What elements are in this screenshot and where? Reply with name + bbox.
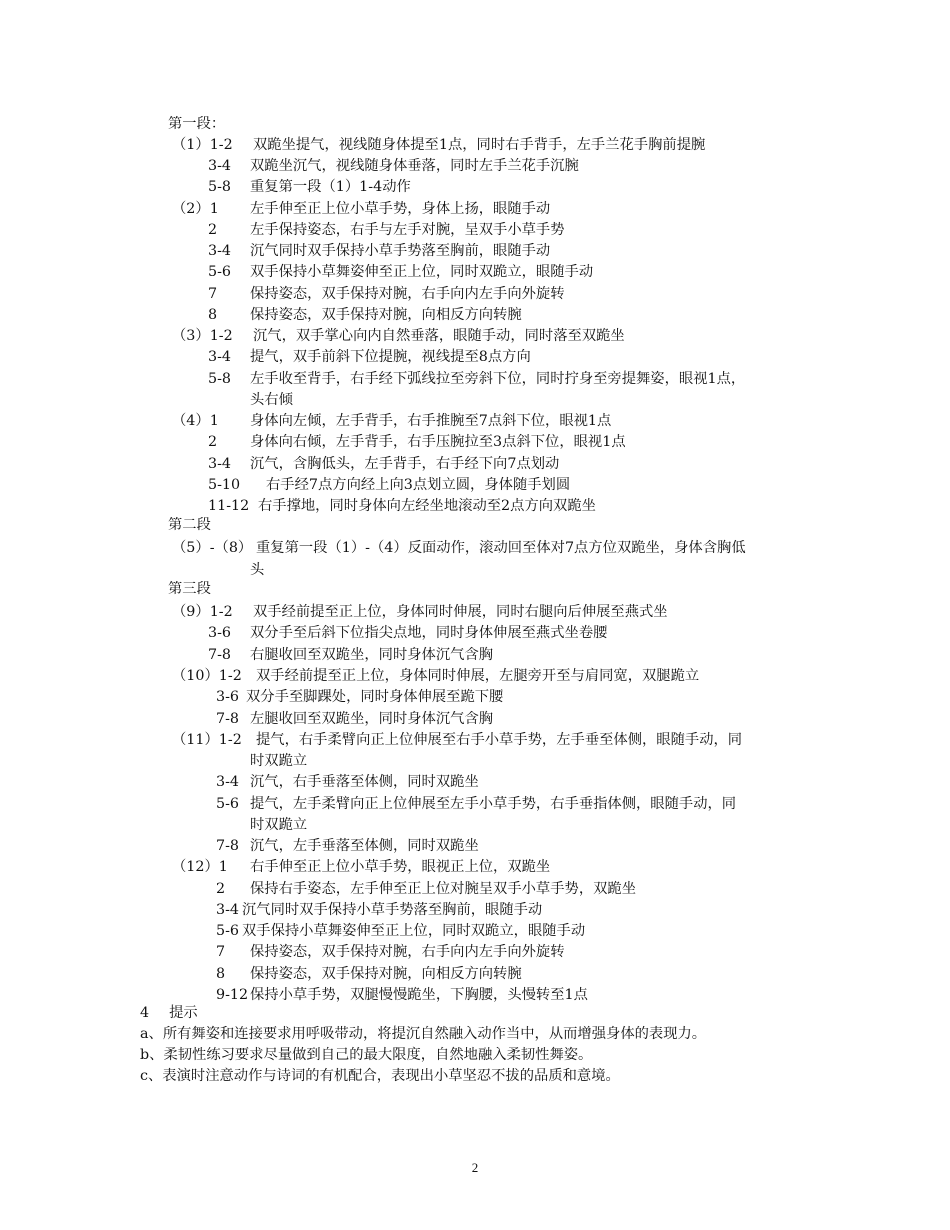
- movement-count: 8: [216, 966, 226, 982]
- movement-count: （9）1-2: [172, 604, 233, 620]
- movement-count: 3-4: [208, 243, 232, 259]
- movement-description: 身体向右倾，左手背手，右手压腕拉至3点斜下位，眼视1点: [250, 434, 626, 450]
- movement-description: 沉气，左手垂落至体侧，同时双跪坐: [250, 838, 479, 854]
- tip-item-a: a、所有舞姿和连接要求用呼吸带动，将提沉自然融入动作当中，从而增强身体的表现力。: [140, 1026, 707, 1042]
- movement-count: 3-4: [216, 774, 240, 790]
- movement-count: （4）1: [172, 413, 219, 429]
- movement-description: 左手伸至正上位小草手势，身体上扬，眼随手动: [250, 201, 551, 217]
- movement-description: 沉气同时双手保持小草手势落至胸前，眼随手动: [242, 902, 543, 918]
- movement-description: 保持姿态，双手保持对腕，向相反方向转腕: [250, 307, 522, 323]
- movement-count: 3-4: [208, 349, 232, 365]
- tips-heading-text: 提示: [169, 1005, 198, 1021]
- movement-count: 2: [208, 434, 218, 450]
- movement-count: 5-6: [216, 923, 240, 939]
- section-heading-2: 第二段: [168, 517, 211, 533]
- movement-description: 沉气，双手掌心向内自然垂落，眼随手动，同时落至双跪坐: [253, 328, 625, 344]
- tips-heading-number: 4: [140, 1005, 150, 1021]
- movement-count: 2: [216, 881, 226, 897]
- movement-count: 7: [216, 944, 226, 960]
- movement-count: 9-12: [216, 987, 249, 1003]
- page-number: 2: [471, 1160, 479, 1175]
- movement-description: 左手收至背手，右手经下弧线拉至旁斜下位，同时拧身至旁提舞姿，眼视1点，: [250, 371, 746, 387]
- movement-count: 5-6: [216, 796, 240, 812]
- movement-count: （1）1-2: [172, 137, 233, 153]
- movement-count: 3-6: [216, 689, 240, 705]
- movement-description: 沉气，右手垂落至体侧，同时双跪坐: [250, 774, 479, 790]
- movement-count: （3）1-2: [172, 328, 233, 344]
- movement-description: 提气，双手前斜下位提腕，视线提至8点方向: [250, 349, 531, 365]
- movement-description: 双跪坐提气，视线随身体提至1点，同时右手背手，左手兰花手胸前提腕: [253, 137, 706, 153]
- movement-count: 3-6: [208, 625, 232, 641]
- movement-description: 右手伸至正上位小草手势，眼视正上位，双跪坐: [250, 859, 551, 875]
- movement-count: 7-8: [216, 711, 240, 727]
- movement-description: 提气，左手柔臂向正上位伸展至左手小草手势，右手垂指体侧，眼随手动，同: [250, 796, 737, 812]
- movement-description: 双手经前提至正上位，身体同时伸展，同时右腿向后伸展至燕式坐: [253, 604, 668, 620]
- movement-description: 重复第一段（1）1-4动作: [250, 179, 411, 195]
- movement-count: 3-4: [216, 902, 240, 918]
- movement-count: 8: [208, 307, 218, 323]
- movement-count: 5-8: [208, 371, 232, 387]
- movement-description: 头右倾: [250, 392, 293, 408]
- movement-count: （12）1: [172, 859, 228, 875]
- movement-description: 双手保持小草舞姿伸至正上位，同时双跪立，眼随手动: [242, 923, 586, 939]
- movement-description: 右手撑地，同时身体向左经坐地滚动至2点方向双跪坐: [258, 498, 596, 514]
- tip-item-c: c、表演时注意动作与诗词的有机配合，表现出小草坚忍不拔的品质和意境。: [140, 1068, 620, 1084]
- movement-description: 保持姿态，双手保持对腕，向相反方向转腕: [250, 966, 522, 982]
- tips-heading: [140, 1003, 198, 1024]
- movement-count: 2: [208, 222, 218, 238]
- movement-description: 重复第一段（1）-（4）反面动作，滚动回至体对7点方位双跪坐，身体含胸低: [256, 540, 746, 556]
- tip-item-b: b、柔韧性练习要求尽量做到自己的最大限度，自然地融入柔韧性舞姿。: [140, 1047, 593, 1063]
- movement-description: 沉气，含胸低头，左手背手，右手经下向7点划动: [250, 456, 560, 472]
- movement-count: （5）-（8）: [172, 540, 253, 556]
- movement-count: 11-12: [208, 498, 250, 514]
- section-heading-1: 第一段：: [168, 116, 226, 132]
- movement-count: 5-8: [208, 179, 232, 195]
- movement-count: 5-6: [208, 264, 232, 280]
- section-heading-3: 第三段: [168, 581, 211, 597]
- movement-count: 7-8: [216, 838, 240, 854]
- movement-count: （2）1: [172, 201, 219, 217]
- movement-description: 保持姿态，双手保持对腕，右手向内左手向外旋转: [250, 944, 565, 960]
- movement-description: 右手经7点方向经上向3点划立圆，身体随手划圆: [266, 477, 571, 493]
- movement-count: （11）1-2: [172, 732, 242, 748]
- movement-count: 3-4: [208, 456, 232, 472]
- movement-count: 5-10: [208, 477, 241, 493]
- movement-description: 提气，右手柔臂向正上位伸展至右手小草手势，左手垂至体侧，眼随手动，同: [256, 732, 743, 748]
- movement-description: 保持右手姿态，左手伸至正上位对腕呈双手小草手势，双跪坐: [250, 881, 637, 897]
- movement-description: 双分手至后斜下位指尖点地，同时身体伸展至燕式坐卷腰: [250, 625, 608, 641]
- movement-description: 双跪坐沉气，视线随身体垂落，同时左手兰花手沉腕: [250, 158, 579, 174]
- movement-description: 右腿收回至双跪坐，同时身体沉气含胸: [250, 647, 494, 663]
- movement-description: 双手保持小草舞姿伸至正上位，同时双跪立，眼随手动: [250, 264, 594, 280]
- movement-description: 左手保持姿态，右手与左手对腕，呈双手小草手势: [250, 222, 565, 238]
- movement-count: 7: [208, 286, 218, 302]
- movement-count: 7-8: [208, 647, 232, 663]
- movement-description: 头: [250, 562, 265, 578]
- movement-description: 身体向左倾，左手背手，右手推腕至7点斜下位，眼视1点: [250, 413, 612, 429]
- movement-description: 保持小草手势，双腿慢慢跪坐，下胸腰，头慢转至1点: [250, 987, 588, 1003]
- movement-description: 沉气同时双手保持小草手势落至胸前，眼随手动: [250, 243, 551, 259]
- movement-description: 双手经前提至正上位，身体同时伸展，左腿旁开至与肩同宽，双腿跪立: [256, 668, 700, 684]
- movement-description: 时双跪立: [250, 753, 308, 769]
- movement-description: 双分手至脚踝处，同时身体伸展至跪下腰: [246, 689, 504, 705]
- movement-count: 3-4: [208, 158, 232, 174]
- movement-count: （10）1-2: [172, 668, 242, 684]
- movement-description: 保持姿态，双手保持对腕，右手向内左手向外旋转: [250, 286, 565, 302]
- movement-description: 左腿收回至双跪坐，同时身体沉气含胸: [250, 711, 494, 727]
- movement-description: 时双跪立: [250, 817, 308, 833]
